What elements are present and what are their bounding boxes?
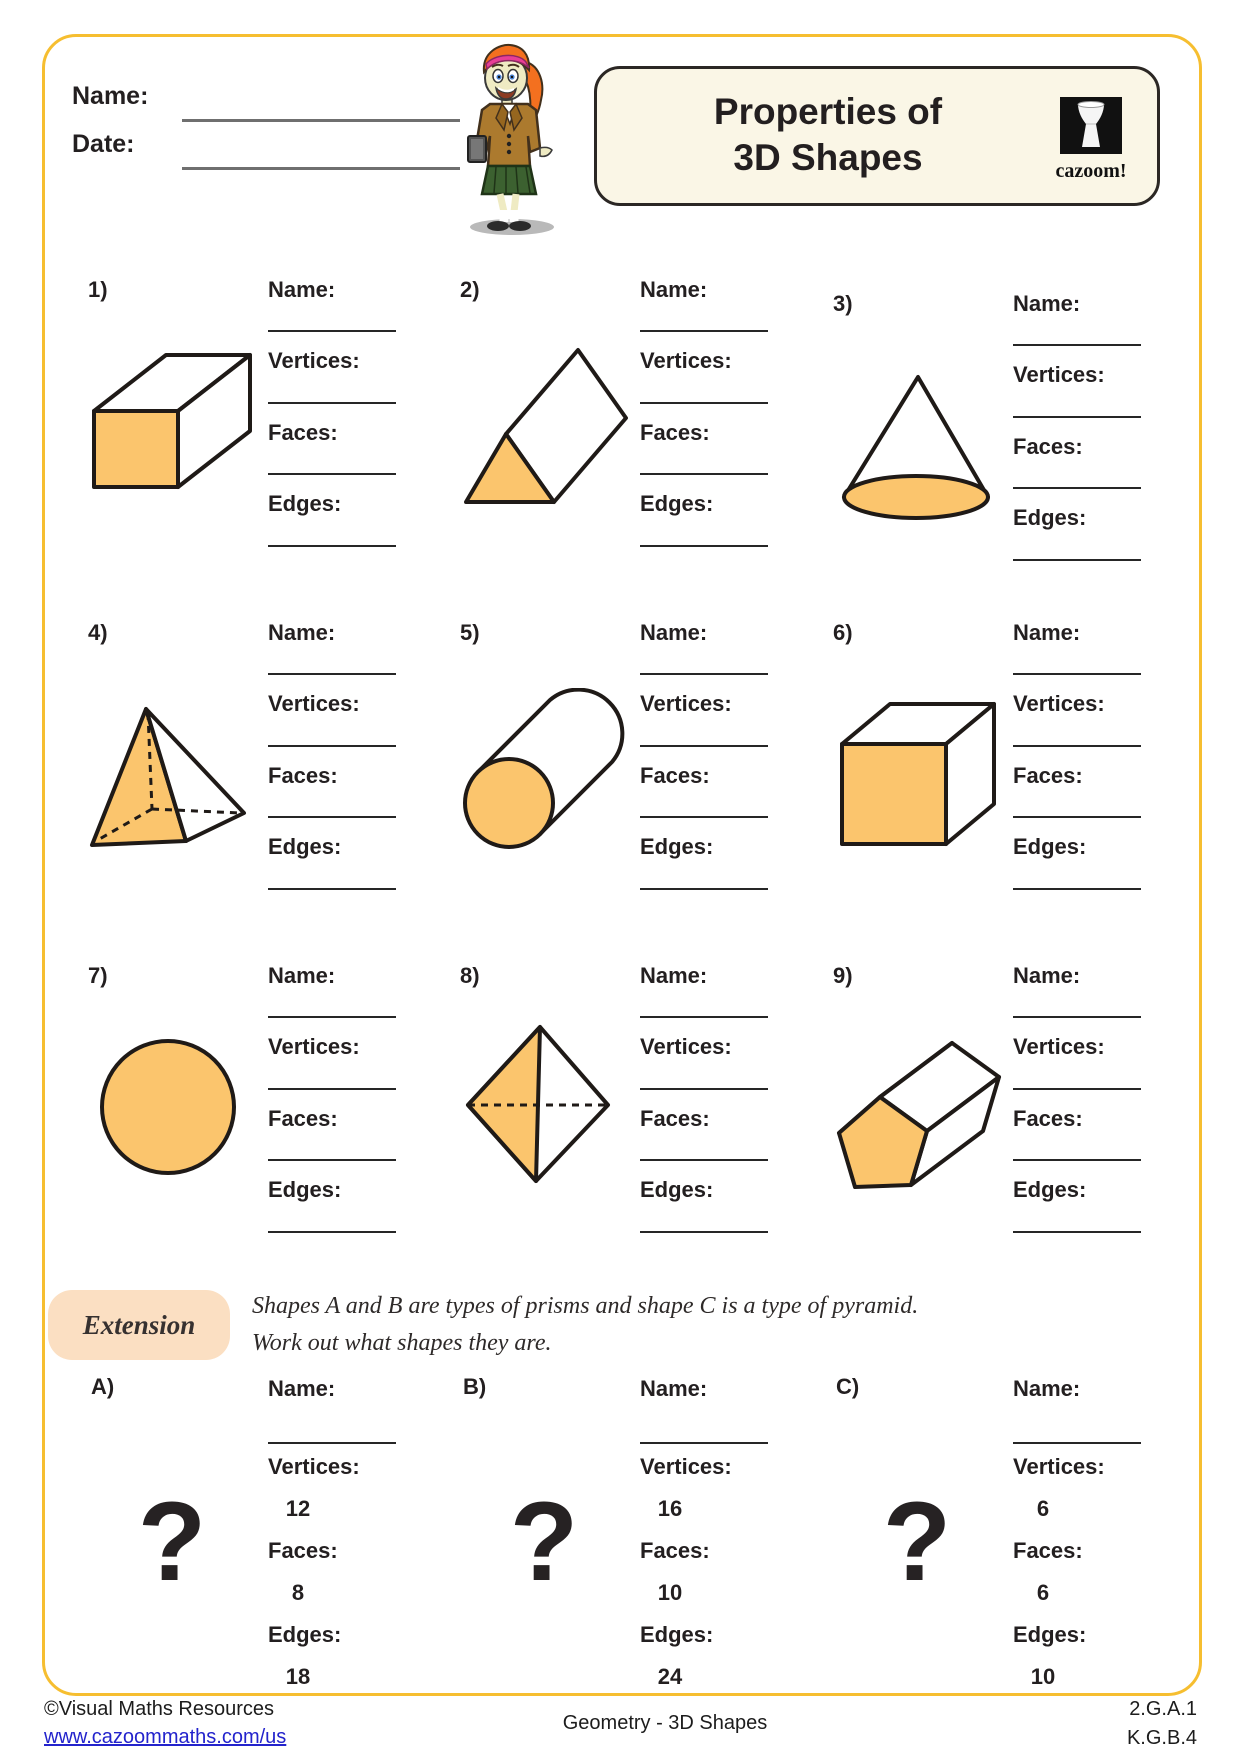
answer-line [268, 745, 396, 747]
triangular-prism-shape [460, 344, 630, 506]
answer-line [1013, 745, 1141, 747]
faces-value: 8 [291, 1580, 305, 1605]
extension-item-b [460, 1374, 790, 1689]
faces-field-label: Faces: [1013, 1106, 1083, 1131]
extension-instructions-line2: Work out what shapes they are. [252, 1330, 552, 1356]
unknown-shape-mark: ? [882, 1479, 952, 1604]
vertices-field-label: Vertices: [1013, 1454, 1105, 1479]
faces-value: 6 [1036, 1580, 1050, 1605]
website-link[interactable]: www.cazoommaths.com/us [44, 1726, 287, 1748]
edges-field-label: Edges: [268, 1622, 342, 1647]
answer-line [1013, 1442, 1141, 1444]
answer-line [640, 330, 768, 332]
standard-code-1: 2.G.A.1 [1129, 1698, 1197, 1720]
vertices-value: 12 [285, 1496, 311, 1521]
name-field-label: Name: [640, 1376, 708, 1401]
answer-line [1013, 816, 1141, 818]
extension-badge [48, 1290, 230, 1360]
question-number: 8) [460, 963, 480, 988]
edges-field-label: Edges: [268, 1177, 342, 1202]
vertices-field-label: Vertices: [640, 1454, 732, 1479]
answer-line [268, 473, 396, 475]
answer-fields [640, 963, 790, 1243]
question-number: 5) [460, 620, 480, 645]
name-field-label: Name: [1013, 963, 1081, 988]
item-letter: A) [91, 1374, 115, 1399]
vertices-field-label: Vertices: [268, 691, 360, 716]
edges-value: 18 [285, 1664, 311, 1689]
edges-value: 24 [657, 1664, 683, 1689]
drum-icon [1060, 97, 1122, 154]
cylinder-shape [460, 688, 630, 852]
title-line-1: Properties of [713, 91, 943, 132]
answer-line [640, 1088, 768, 1090]
edges-field-label: Edges: [640, 1622, 714, 1647]
answer-line [1013, 1016, 1141, 1018]
edges-field-label: Edges: [1013, 505, 1087, 530]
copyright-text: ©Visual Maths Resources [44, 1698, 275, 1720]
name-field-label: Name: [640, 620, 708, 645]
answer-line [640, 816, 768, 818]
answer-line [268, 402, 396, 404]
question-number: 7) [88, 963, 108, 988]
vertices-value: 16 [657, 1496, 683, 1521]
answer-line [640, 745, 768, 747]
answer-line [268, 1016, 396, 1018]
vertices-field-label: Vertices: [268, 1034, 360, 1059]
vertices-field-label: Vertices: [1013, 362, 1105, 387]
faces-field-label: Faces: [640, 1106, 710, 1131]
answer-line [640, 1159, 768, 1161]
answer-line [268, 673, 396, 675]
answer-line [640, 402, 768, 404]
item-letter: B) [463, 1374, 487, 1399]
extension-item-a [88, 1374, 418, 1689]
vertices-field-label: Vertices: [640, 348, 732, 373]
faces-field-label: Faces: [268, 1538, 338, 1563]
answer-line [640, 673, 768, 675]
name-field-label: Name: [268, 277, 336, 302]
edges-field-label: Edges: [1013, 1622, 1087, 1647]
faces-value: 10 [657, 1580, 683, 1605]
unknown-shape-mark: ? [509, 1479, 579, 1604]
vertices-field-label: Vertices: [268, 348, 360, 373]
question-4 [88, 620, 438, 920]
faces-field-label: Faces: [1013, 763, 1083, 788]
answer-line [1013, 1231, 1141, 1233]
vertices-field-label: Vertices: [1013, 1034, 1105, 1059]
unknown-shape-mark: ? [137, 1479, 207, 1604]
edges-field-label: Edges: [268, 834, 342, 859]
question-9 [833, 963, 1183, 1263]
faces-field-label: Faces: [640, 763, 710, 788]
answer-line [268, 545, 396, 547]
cuboid-shape [88, 347, 258, 493]
cube-shape [836, 696, 998, 848]
name-field-label: Name: [1013, 1376, 1081, 1401]
octahedron-shape [464, 1023, 614, 1185]
answer-line [1013, 888, 1141, 890]
answer-line [640, 1442, 768, 1444]
question-number: 3) [833, 291, 853, 316]
answer-line [1013, 559, 1141, 561]
question-1 [88, 277, 438, 577]
name-label: Name: [72, 82, 149, 110]
cone-shape [838, 371, 994, 523]
answer-line [268, 330, 396, 332]
answer-fields [268, 620, 418, 900]
student-cartoon [452, 40, 564, 238]
footer-topic: Geometry - 3D Shapes [562, 1712, 768, 1734]
name-field-label: Name: [1013, 291, 1081, 316]
question-5 [460, 620, 810, 920]
edges-field-label: Edges: [640, 1177, 714, 1202]
answer-fields [1013, 620, 1163, 900]
faces-field-label: Faces: [1013, 1538, 1083, 1563]
answer-line [640, 888, 768, 890]
vertices-field-label: Vertices: [640, 691, 732, 716]
sphere-shape [96, 1035, 240, 1179]
answer-line [1013, 1159, 1141, 1161]
date-label: Date: [72, 130, 135, 158]
question-number: 6) [833, 620, 853, 645]
answer-line [1013, 487, 1141, 489]
edges-field-label: Edges: [1013, 1177, 1087, 1202]
answer-line [268, 1088, 396, 1090]
answer-line [1013, 416, 1141, 418]
item-letter: C) [836, 1374, 860, 1399]
answer-fields [268, 277, 418, 557]
answer-line [1013, 344, 1141, 346]
cazoom-logo [1039, 97, 1143, 183]
answer-line [1013, 673, 1141, 675]
answer-fields [1013, 291, 1163, 571]
name-field-label: Name: [268, 1376, 336, 1401]
edges-field-label: Edges: [640, 834, 714, 859]
page-title [613, 89, 1043, 181]
extension-instructions-line1: Shapes A and B are types of prisms and shape C is a type of pyramid. [252, 1293, 919, 1319]
answer-line [640, 1016, 768, 1018]
title-line-2: 3D Shapes [733, 137, 923, 178]
faces-field-label: Faces: [640, 420, 710, 445]
question-8 [460, 963, 810, 1263]
question-6 [833, 620, 1183, 920]
edges-field-label: Edges: [1013, 834, 1087, 859]
edges-field-label: Edges: [640, 491, 714, 516]
square-pyramid-shape [88, 703, 256, 851]
name-field-label: Name: [268, 963, 336, 988]
answer-line [268, 888, 396, 890]
question-3 [833, 291, 1183, 591]
answer-line [268, 816, 396, 818]
title-box [594, 66, 1160, 206]
answer-line [268, 1231, 396, 1233]
vertices-field-label: Vertices: [640, 1034, 732, 1059]
vertices-field-label: Vertices: [268, 1454, 360, 1479]
edges-value: 10 [1030, 1664, 1056, 1689]
answer-line [268, 1159, 396, 1161]
answer-fields [1013, 963, 1163, 1243]
vertices-value: 6 [1036, 1496, 1050, 1521]
question-number: 2) [460, 277, 480, 302]
faces-field-label: Faces: [640, 1538, 710, 1563]
question-7 [88, 963, 438, 1263]
logo-wordmark: cazoom! [1055, 160, 1127, 182]
answer-line [1013, 1088, 1141, 1090]
name-field-label: Name: [640, 963, 708, 988]
answer-line [640, 1231, 768, 1233]
question-number: 9) [833, 963, 853, 988]
edges-field-label: Edges: [268, 491, 342, 516]
faces-field-label: Faces: [268, 763, 338, 788]
standard-code-2: K.G.B.4 [1126, 1727, 1197, 1749]
answer-fields [640, 277, 790, 557]
name-field-label: Name: [268, 620, 336, 645]
question-number: 4) [88, 620, 108, 645]
faces-field-label: Faces: [268, 1106, 338, 1131]
answer-line [268, 1442, 396, 1444]
question-2 [460, 277, 810, 577]
name-write-line [182, 119, 460, 122]
answer-line [640, 473, 768, 475]
answer-fields [640, 620, 790, 900]
extension-item-c [833, 1374, 1163, 1689]
question-number: 1) [88, 277, 108, 302]
answer-line [640, 545, 768, 547]
vertices-field-label: Vertices: [1013, 691, 1105, 716]
extension-label: Extension [82, 1309, 196, 1340]
pentagonal-prism-shape [833, 1035, 1003, 1193]
answer-fields [268, 963, 418, 1243]
name-field-label: Name: [1013, 620, 1081, 645]
name-field-label: Name: [640, 277, 708, 302]
faces-field-label: Faces: [268, 420, 338, 445]
date-write-line [182, 167, 460, 170]
faces-field-label: Faces: [1013, 434, 1083, 459]
